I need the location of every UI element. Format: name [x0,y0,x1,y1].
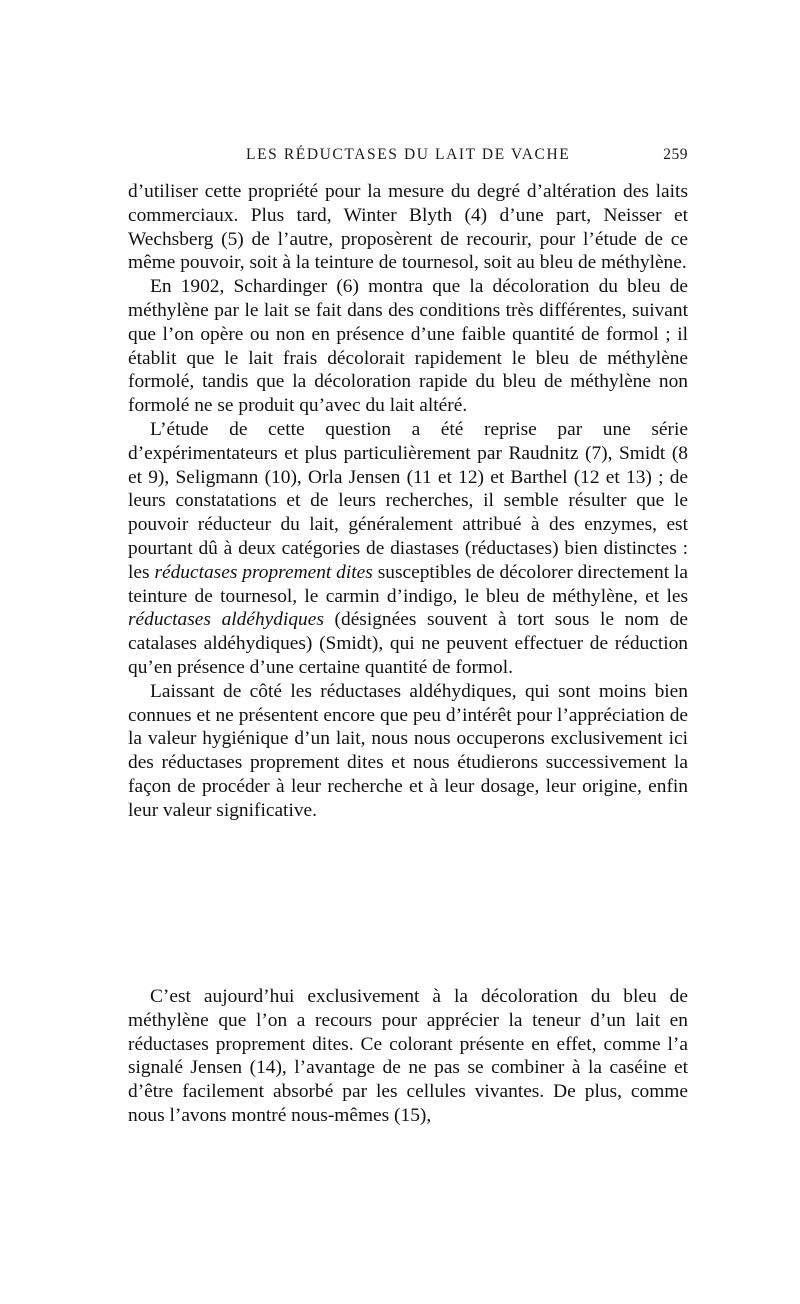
paragraph-continuation: d’utiliser cette propriété pour la mesure du degré d’altération des laits commerciaux. Plus tard, Winter Blyth (4) d’une part, Neisser et Wechsberg (5) de l’autre, proposèrent de recourir, pour l’étude de ce même pouvoir, soit à la teinture de tournesol, soit au bleu de méthylène. [128,181,688,274]
italic-term-aldehydic-reductases: réductases aldéhydiques [128,609,324,631]
paragraph-methylene-blue: C’est aujourd’hui exclusivement à la décoloration du bleu de méthylène que l’on a recours pour apprécier la teneur d’un lait en réductases proprement dites. Ce colorant présente en effet, comme l’a signalé Jensen (14), l’avantage de ne pas se combiner à la caséine et d’être facilement absorbé par les cellules vivantes. De plus, comme nous l’avons montré nous-mêmes (15), [128,986,688,1126]
paragraph-text-segment: susceptibles de décolorer directement la teinture de tournesol, le carmin d’indigo, le bleu de méthylène, et les [128,561,688,607]
page-number: 259 [663,146,688,163]
text-block-upper [128,180,688,823]
paragraph-reductase-categories [128,418,688,680]
running-title: LES RÉDUCTASES DU LAIT DE VACHE [246,146,571,163]
page-header [128,146,688,170]
paragraph-scope: Laissant de côté les réductases aldéhydiques, qui sont moins bien connues et ne présentent encore que peu d’intérêt pour l’appréciation de la valeur hygiénique d’un lait, nous nous occuperons exclusivement ici des réductases proprement dites et nous étudierons successivement la façon de procéder à leur recherche et à leur dosage, leur origine, enfin leur valeur significative. [128,680,688,821]
italic-term-proper-reductases: réductases proprement dites [154,561,373,583]
paragraph-schardinger: En 1902, Schardinger (6) montra que la décoloration du bleu de méthylène par le lait se fait dans des conditions très différentes, suivant que l’on opère ou non en présence d’une faible quantité de formol ; il établit que le lait frais décolorait rapidement le bleu de méthylène formolé, tandis que la décoloration rapide du bleu de méthylène non formolé ne se produit qu’avec du lait altéré. [128,276,688,417]
paragraph-text-segment: (désignées souvent à tort sous le nom de catalases aldéhydiques) (Smidt), qui ne peuvent effectuer de réduction qu’en présence d’une certaine quantité de formol. [128,609,688,678]
paragraph-text-segment: L’étude de cette question a été reprise par une série d’expérimentateurs et plus particulièrement par Raudnitz (7), Smidt (8 et 9), Seligmann (10), Orla Jensen (11 et 12) et Barthel (12 et 13) ; de leurs constatations et de leurs recherches, il semble résulter que le pouvoir réducteur du lait, généralement attribué à des enzymes, est pourtant dû à deux catégories de diastases (réductases) bien distinctes : les [128,418,688,583]
text-block-lower [128,985,688,1128]
